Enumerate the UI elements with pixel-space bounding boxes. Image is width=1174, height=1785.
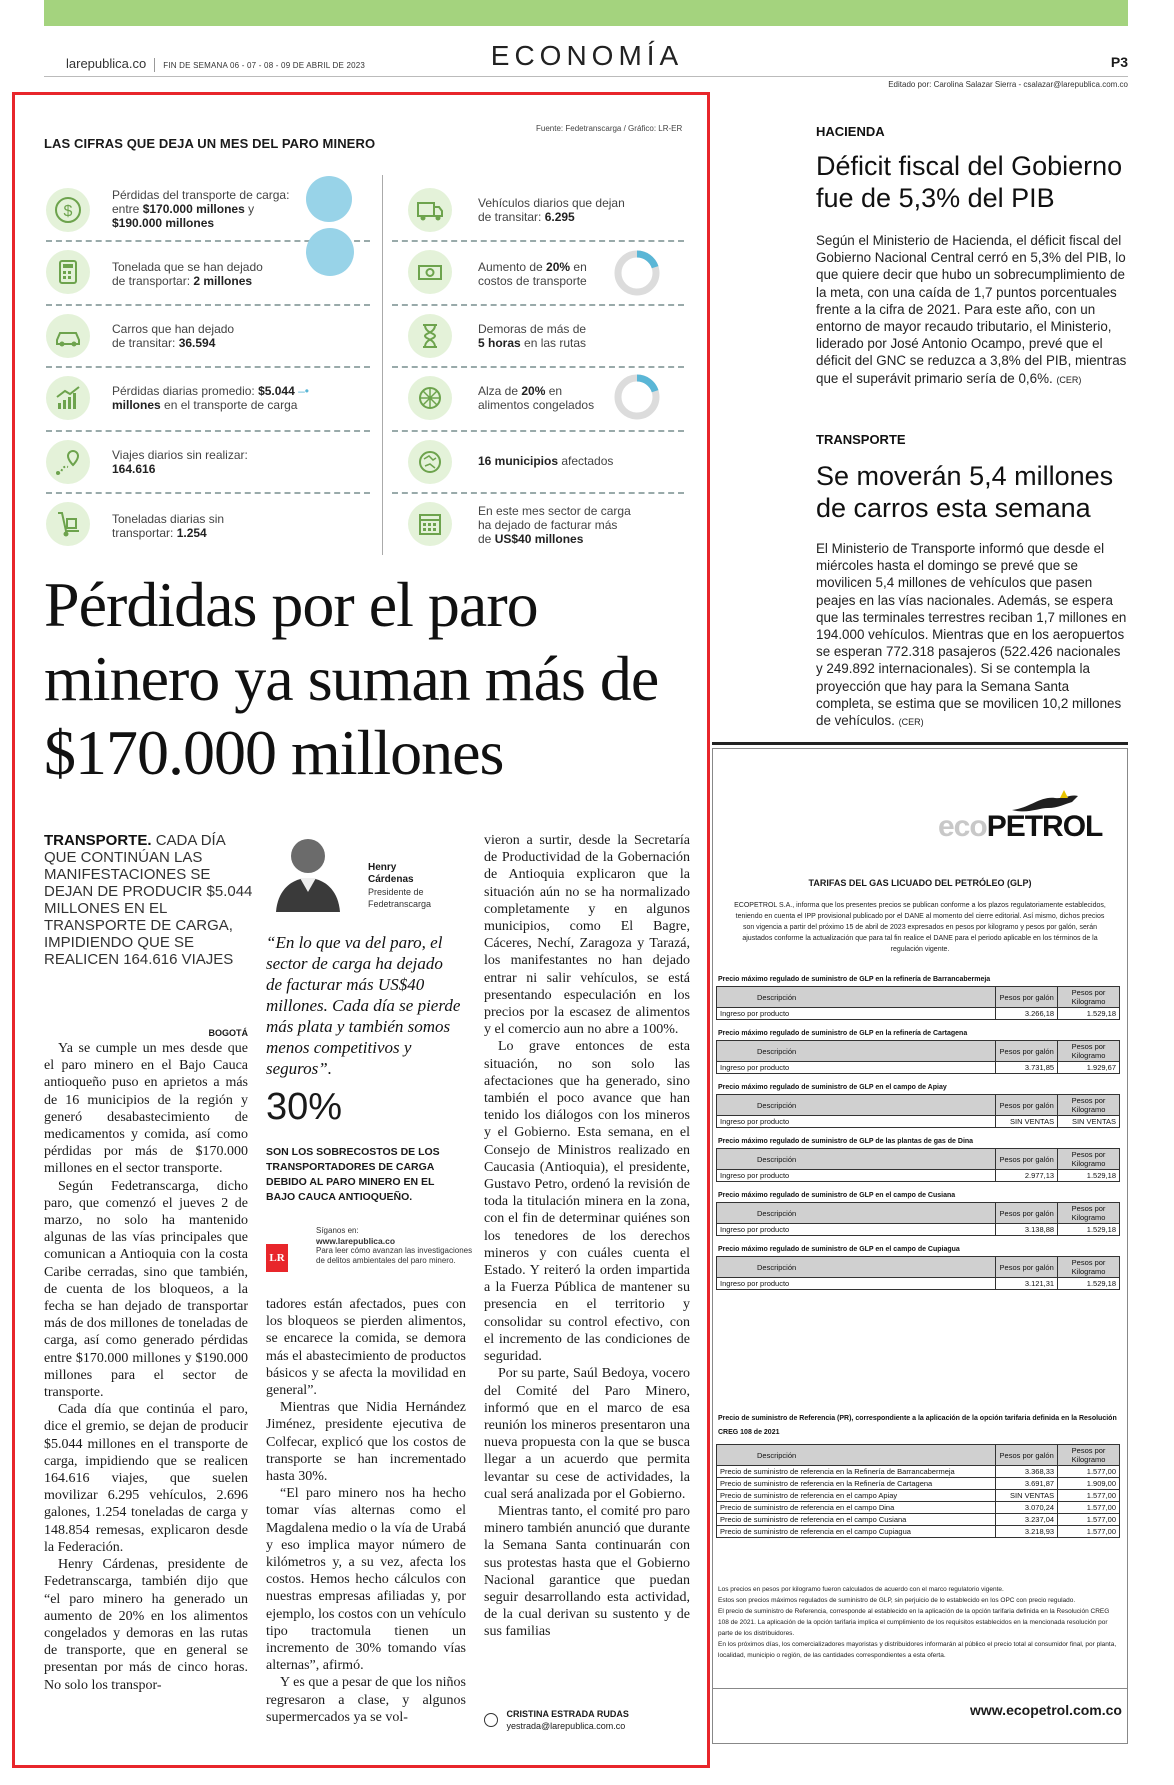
row-separator [392,240,684,242]
row-separator [46,430,370,432]
stat-billing-loss: En este mes sector de carga ha dejado de facturar más de US$40 millones [478,504,631,546]
row-separator [392,366,684,368]
stat-daily-tons: Toneladas diarias sin transportar: 1.254 [112,512,225,540]
ecopetrol-url[interactable]: www.ecopetrol.com.co [970,1702,1122,1718]
chat-icon [484,1713,498,1727]
stat-highlight-value: 30% [266,1086,343,1128]
brief-kicker-hacienda: HACIENDA [816,124,885,139]
follow-link[interactable]: www.larepublica.co [316,1236,396,1246]
table-caption: Precio de suministro de Referencia (PR), correspondiente a la aplicación de la opción tarifaria definida en la Resolución CREG 108 de 2021 [718,1415,1117,1436]
stat-delays: Demoras de más de 5 horas en las rutas [478,322,587,350]
price-table [716,1256,1120,1290]
brief-title-transporte: Se moverán 5,4 millones de carros esta semana [816,461,1114,523]
col-header: Pesos por galón [996,1095,1058,1116]
infographic-source: Fuente: Fedetranscarga / Gráfico: LR-ER [536,124,683,133]
row-separator [392,430,684,432]
table-row: Ingreso por producto 3.121,31 1.529,18 [717,1278,1120,1290]
brief-kicker-transporte: TRANSPORTE [816,432,906,447]
stat-highlight-text: SON LOS SOBRECOSTOS DE LOS TRANSPORTADORES DE CARGA DEBIDO AL PARO MINERO EN EL BAJO CAUCA ANTIOQUEÑO. [266,1146,440,1203]
col-header: Pesos por Kilogramo [1058,1095,1120,1116]
article-headline: Pérdidas por el paro minero ya suman más de $170.000 millones [44,569,659,788]
section-title: ECONOMÍA [490,40,684,71]
money-cost-icon [408,250,452,294]
editor-credit: Editado por: Carolina Salazar Sierra - csalazar@larepublica.com.co [888,80,1128,89]
hourglass-icon [408,314,452,358]
price-table [716,1148,1120,1182]
iguana-icon [1010,786,1080,816]
col-header: Descripción [717,987,996,1008]
table-row: Ingreso por producto 3.138,88 1.529,18 [717,1224,1120,1236]
reference-price-table: Descripción Pesos por galón Pesos por Kilogramo Precio de suministro de referencia en la Refinería de Barrancabermeja 3.368,33 1.577,00 Precio de suministro de referencia en la Refinería de Cartagena 3.691,87 1.909,00 Precio de suministro de referencia en el campo Apiay SIN VENTAS 1.577,00 Precio de suministro de referencia en el campo Dina 3.070,24 1.577,00 Precio de suministro de referencia en el campo Cusiana 3.237,04 1.577,00 Precio de suministro de referencia en el campo Cupiagua 3.218,93 1.577,00 [716,1444,1120,1538]
route-pin-icon [46,440,90,484]
col-header: Pesos por Kilogramo [1058,987,1120,1008]
ad-price-tables [716,972,1124,1290]
table-caption: Precio máximo regulado de suministro de GLP en la refinería de Cartagena [718,1030,968,1037]
row-separator [392,492,684,494]
ad-reference-table [716,1412,1124,1538]
table-row: Ingreso por producto 3.731,85 1.929,67 [717,1062,1120,1074]
top-color-bar [44,0,1128,26]
stat-cars-stopped: Carros que han dejado de transitar: 36.594 [112,322,235,350]
price-table [716,1040,1120,1074]
col-header: Pesos por galón [996,1041,1058,1062]
ad-intro: ECOPETROL S.A., informa que los presentes precios se publican conforme a los plazos regulatoriamente establecidos, teniendo en cuenta el IPP provisional publicado por el DANE al momento del cierre editorial. Así mismo, dichos precios son vigencia a partir del próximo 15 de abril de 2023 expresados en pesos por kilogramo y pesos por galón, serán ajustados conforme la actualización que para tal fin realice el DANE para el periodo aplicable en los términos de la regulación vigente. [734,902,1106,953]
person-caption: Henry Cárdenas Presidente de Fedetranscarga [368,862,432,909]
brief-title-hacienda: Déficit fiscal del Gobierno fue de 5,3% del PIB [816,151,1123,213]
price-table [716,986,1120,1020]
price-table [716,1202,1120,1236]
table-row: Precio de suministro de referencia en el campo Cupiagua 3.218,93 1.577,00 [717,1526,1120,1538]
price-table [716,1094,1120,1128]
table-caption: Precio máximo regulado de suministro de GLP en el campo de Cusiana [718,1192,956,1199]
row-separator [46,304,370,306]
table-row: Ingreso por producto SIN VENTAS SIN VENTAS [717,1116,1120,1128]
col-header: Descripción [717,1095,996,1116]
hand-truck-icon [46,502,90,546]
site-name[interactable]: larepublica.co [66,56,147,71]
pull-quote: “En lo que va del paro, el sector de carga ha dejado de facturar más US$40 millones. Cada día se pierde más plata y también somos menos competitivos y seguros”. [266,933,461,1078]
table-caption: Precio máximo regulado de suministro de GLP en la refinería de Barrancabermeja [718,976,991,983]
brief-body-hacienda: Según el Ministerio de Hacienda, el déficit fiscal del Gobierno Nacional Central cerró en 5,3% del PIB, lo que quiere decir que hubo un sobrecumplimiento de la meta, con una caída de 1,7 puntos porcentuales frente a la cifra de 2021. Para este año, con un entorno de mayor recaudo tributario, el Ministerio, liderado por José Antonio Ocampo, prevé que el déficit del GNC se reduzca a 3,8% del PIB, mientras que el superávit primario sería de 0,6%. (CER) [816,233,1127,386]
infographic-title: LAS CIFRAS QUE DEJA UN MES DEL PARO MINERO [44,136,376,151]
food-icon [408,376,452,420]
stat-frozen-food-increase: Alza de 20% en alimentos congelados [478,384,595,412]
article-column-2: tadores están afectados, pues con los bloqueos se pierden alimentos, se encarece la comida, se demora más el abastecimiento de productos básicos y se afecta la movilidad en general”. Mientras que Nidia Hernández Jiménez, presidente ejecutiva de Colfecar, explicó que los costos de transporte se han incrementado hasta 30%. “El paro minero nos ha hecho tomar vías alternas como el Magdalena medio o la vía de Urabá y eso implica mayor número de kilómetros y, a su vez, afecta los costos. Hemos hecho cálculos con nuestras empresas afiliadas y, por ejemplo, los costos con un vehículo tipo tractomula tienen un incremento de 30% tomando vías alternas”, afirmó. Y es que a pesar de que los niños regresaron a clase, y algunos supermercados ya se vol- [266,1297,466,1725]
table-row: Precio de suministro de referencia en el campo Dina 3.070,24 1.577,00 [717,1502,1120,1514]
table-row: Ingreso por producto 3.266,18 1.529,18 [717,1008,1120,1020]
table-row: Precio de suministro de referencia en el campo Cusiana 3.237,04 1.577,00 [717,1514,1120,1526]
table-caption: Precio máximo regulado de suministro de GLP en el campo de Cupiagua [718,1246,960,1253]
author-byline: CRISTINA ESTRADA RUDAS yestrada@larepublica.com.co [484,1708,629,1732]
stat-municipalities: 16 municipios afectados [478,454,614,468]
col-header: Pesos por galón [996,1257,1058,1278]
col-header: Pesos por galón [996,1203,1058,1224]
follow-us: Síganos en: www.larepublica.co Para leer cómo avanzan las investigaciones de delitos ambientales del paro minero. [316,1226,476,1266]
growth-chart-icon [46,376,90,420]
table-row: Precio de suministro de referencia en el campo Apiay SIN VENTAS 1.577,00 [717,1490,1120,1502]
ad-footer-rule [712,1688,1128,1689]
col-header: Descripción [717,1149,996,1170]
table-row: Precio de suministro de referencia en la Refinería de Cartagena 3.691,87 1.909,00 [717,1478,1120,1490]
col-header: Pesos por galón [996,1149,1058,1170]
col-header: Pesos por Kilogramo [1058,1203,1120,1224]
col-header: Descripción [717,1257,996,1278]
ad-title: TARIFAS DEL GAS LICUADO DEL PETRÓLEO (GLP) [808,878,1032,888]
author-email[interactable]: yestrada@larepublica.com.co [506,1721,626,1731]
car-icon [46,314,90,358]
stat-vehicles-daily: Vehículos diarios que dejan de transitar: 6.295 [478,196,625,224]
calendar-icon [408,502,452,546]
table-caption: Precio máximo regulado de suministro de GLP de las plantas de gas de Dina [718,1138,974,1145]
avatar [266,826,350,912]
row-separator [392,304,684,306]
row-separator [46,366,370,368]
map-icon [408,440,452,484]
svg-text:$: $ [63,203,73,220]
stat-losses-range: Pérdidas del transporte de carga: entre $170.000 millones y $190.000 millones [112,188,290,230]
col-header: Descripción [717,1041,996,1062]
calculator-icon [46,250,90,294]
ecopetrol-logo: ecoPETROL [938,810,1103,843]
truck-icon [408,188,452,232]
issue-date: FIN DE SEMANA 06 - 07 - 08 - 09 DE ABRIL DE 2023 [163,61,366,70]
article-column-3: vieron a surtir, desde la Secretaría de Productividad de la Gobernación de Antioquia explicaron que la situación aún no se ha normalizado completamente y en algunos municipios, como El Bagre, Cáceres, Nechí, Zaragoza y Tarazá, los manifestantes no han dejado entrar ni salir vehículos, se está presentando especulación en los precios por la escasez de alimentos y el comercio aun no abre a 100%. Lo grave entonces de esta situación, no son solo las afectaciones que ha generado, sino también el poco avance que han tenido los diálogos con los mineros y el Gobierno. Esta semana, en el Consejo de Ministros realizado en Caucasia (Antioquia), el presidente, Gustavo Petro, ordenó la revisión de toda la titulación minera en la zona, con el fin de determinar quiénes son los tenedores de los derechos mineros y con cuáles cuenta el Estado. Y reiteró la orden impartida a la Fuerza Pública de mantener su presencia en el territorio y consolidar su control efectivo, con el incremento de las condiciones de seguridad. Por su parte, Saúl Bedoya, vocero del Comité del Paro Minero, informó que en el marco de esa reunión los mineros presentaron una nueva propuesta con la que se busca llegar a un acuerdo que permita levantar su cese de actividades, la cual será analizada por el Gobierno. Mientras tanto, el comité pro paro minero también anunció que durante la Semana Santa continuarán con sus protestas hasta que el Gobierno Nacional garantice que puedan seguir desarrollando esta actividad, de la cual derivan su sustento y de sus familias [484,833,690,1640]
infographic-divider [382,175,383,555]
table-row: Ingreso por producto 2.977,13 1.529,18 [717,1170,1120,1182]
stat-daily-trips: Viajes diarios sin realizar: 164.616 [112,448,248,476]
col-header: Pesos por galón [996,987,1058,1008]
row-separator [46,492,370,494]
bubble-170000 [306,176,352,222]
lr-logo: LR [266,1244,288,1272]
brief-body-transporte: El Ministerio de Transporte informó que desde el miércoles hasta el domingo se prevé que se movilicen 5,4 millones de vehículos que pasen peajes en las vías nacionales. Además, se espera que las terminales terrestres reciban 1,7 millones en 194.000 vehículos. Mientras que en los aeropuertos se esperan 772.318 pasajeros (522.426 nacionales y 249.892 internacionales). Si se contempla la proyección que hay para la Semana Santa completa, se estima que se movilicen 10,2 millones de vehículos. (CER) [816,541,1127,729]
col-header: Pesos por Kilogramo [1058,1041,1120,1062]
col-header: Descripción [717,1203,996,1224]
stat-transport-cost-increase: Aumento de 20% en costos de transporte [478,260,587,288]
ad-top-rule [712,742,1128,745]
dateline: BOGOTÁ [208,1028,248,1038]
article-deck: TRANSPORTE. CADA DÍA QUE CONTINÚAN LAS MANIFESTACIONES SE DEJAN DE PRODUCIR $5.044 MILLONES EN EL TRANSPORTE DE CARGA, IMPIDIENDO QUE SE REALICEN 164.616 VIAJES [44,832,253,968]
donut-food-20pct [612,372,662,422]
stat-daily-losses: Pérdidas diarias promedio: $5.044 –• millones en el transporte de carga [112,384,309,412]
ad-notes: Los precios en pesos por kilogramo fueron calculados de acuerdo con el marco regulatorio vigente. Estos son precios máximos regulados de suministro de GLP, sin perjuicio de lo establecido en los OPC con precio regulado. El precio de suministro de Referencia, corresponde al establecido en la aplicación de la opción tarifaria definida en la Resolución CREG 108 de 2021. La aplicación de la opción tarifaria implica el cumplimiento de los requisitos establecidos en la mencionada resolución por parte de los distribuidores. En los próximos días, los comercializadores mayoristas y distribuidores informarán al público el precio total al consumidor final, por planta, localidad, municipio o región, de las cantidades correspondientes a esta oferta. [718,1586,1117,1659]
donut-cost-20pct [612,248,662,298]
header-rule [44,76,1128,77]
col-header: Pesos por Kilogramo [1058,1257,1120,1278]
page-number: P3 [1110,54,1128,70]
article-column-1: Ya se cumple un mes desde que el paro minero en el Bajo Cauca antioqueño puso en aprietos a más de 16 municipios de la región y generó desabastecimiento de medicamentos y comida, así como pérdidas por más de $170.000 millones en el sector transporte. Según Fedetranscarga, dicho paro, que comenzó el jueves 2 de marzo, no solo ha mantenido algunas de las vías principales que comunican a Antioquia con la costa Caribe cerradas, sino que también, de cuenta de los bloqueos, a la fecha se han dejado de transportar más de dos millones de toneladas de carga, así como generado pérdidas entre $170.000 millones y $190.000 millones para el sector de transporte. Cada día que continúa el paro, dice el gremio, se dejan de producir $5.044 millones en el transporte de carga, impidiendo que se realicen 164.616 viajes, que suelen movilizar 6.295 vehículos, 2.696 galones, 1.254 toneladas de carga y 148.854 remesas, explicaron desde la Federación. Henry Cárdenas, presidente de Fedetranscarga, también dijo que “el paro minero ha generado un aumento de 20% en los alimentos congelados y demoras en las rutas de transporte, que en general se presentan por más de cinco horas. No solo los transpor- [44,1041,248,1693]
col-header: Pesos por Kilogramo [1058,1149,1120,1170]
stat-tons-not-transported: Tonelada que se han dejado de transportar: 2 millones [112,260,263,288]
dollar-coin-icon [46,188,90,232]
table-row: Precio de suministro de referencia en la Refinería de Barrancabermeja 3.368,33 1.577,00 [717,1466,1120,1478]
table-caption: Precio máximo regulado de suministro de GLP en el campo de Apiay [718,1084,947,1091]
